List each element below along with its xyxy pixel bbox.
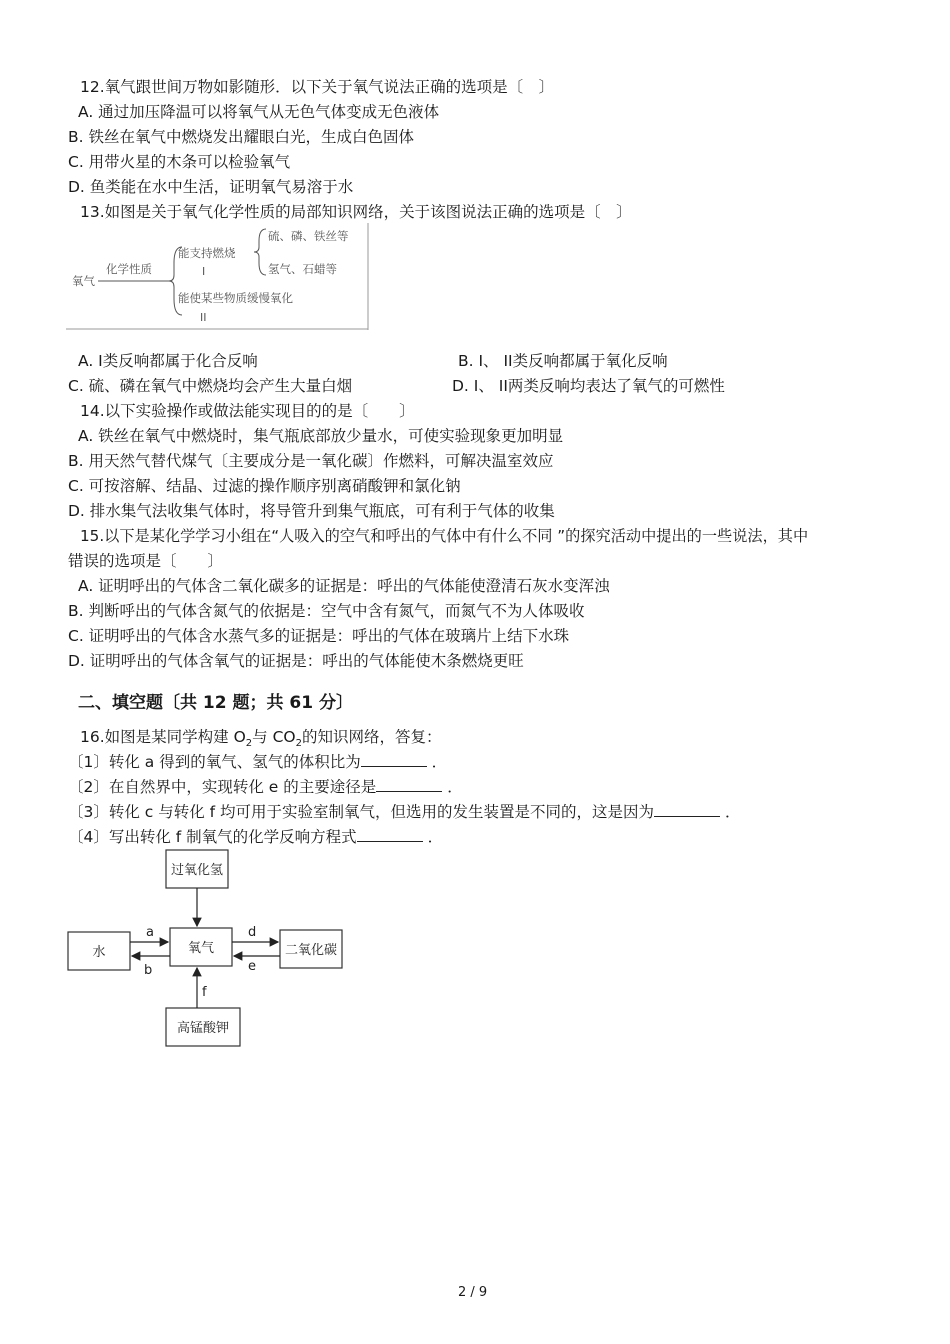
q16-fig-label-a: a bbox=[146, 925, 154, 940]
q13-option-b: B. I、 II类反响都属于氧化反响 bbox=[458, 352, 668, 370]
q15-option-a: A. 证明呼出的气体含二氧化碳多的证据是：呼出的气体能使澄清石灰水变浑浊 bbox=[78, 577, 610, 595]
q13-fig-edge-label: 化学性质 bbox=[106, 262, 152, 276]
q12-stem: 12.氧气跟世间万物如影随形．以下关于氧气说法正确的选项是〔 〕 bbox=[80, 78, 555, 96]
q13-stem: 13.如图是关于氧气化学性质的局部知识网络，关于该图说法正确的选项是〔 〕 bbox=[80, 203, 632, 221]
q16-part4-answer-blank[interactable] bbox=[357, 827, 423, 842]
q13-option-c: C. 硫、磷在氧气中燃烧均会产生大量白烟 bbox=[68, 377, 353, 395]
q15-stem-line1: 15.以下是某化学学习小组在“人吸入的空气和呼出的气体中有什么不同 ”的探究活动中提出的一些说法，其中 bbox=[80, 527, 809, 545]
q13-knowledge-network-figure bbox=[66, 223, 370, 332]
q13-fig-leaf1: 硫、磷、铁丝等 bbox=[268, 229, 349, 243]
q14-option-d: D. 排水集气法收集气体时，将导管升到集气瓶底，可有利于气体的收集 bbox=[68, 502, 555, 520]
q15-option-b: B. 判断呼出的气体含氮气的依据是：空气中含有氮气，而氮气不为人体吸收 bbox=[68, 602, 585, 620]
page-number: 2 / 9 bbox=[458, 1285, 488, 1300]
q16-stem: 16.如图是某同学构建 $O_2$与 $CO_2$的知识网络，答复： bbox=[80, 728, 442, 750]
q16-part4: 〔4〕写出转化 f 制氧气的化学反响方程式 ． bbox=[68, 828, 444, 846]
q14-option-c: C. 可按溶解、结晶、过滤的操作顺序别离硝酸钾和氯化钠 bbox=[68, 477, 461, 495]
q13-fig-branch1-num: I bbox=[202, 265, 206, 278]
q12-option-b: B. 铁丝在氧气中燃烧发出耀眼白光，生成白色固体 bbox=[68, 128, 414, 146]
q16-fig-label-potassium-permanganate: 高锰酸钾 bbox=[176, 1021, 230, 1036]
q13-option-a: A. I类反响都属于化合反响 bbox=[78, 352, 258, 370]
q16-part1-answer-blank[interactable] bbox=[361, 752, 427, 767]
q13-option-d: D. I、 II两类反响均表达了氧气的可燃性 bbox=[452, 377, 725, 395]
q14-stem: 14.以下实验操作或做法能实现目的的是〔 〕 bbox=[80, 402, 415, 420]
q15-option-c: C. 证明呼出的气体含水蒸气多的证据是：呼出的气体在玻璃片上结下水珠 bbox=[68, 627, 570, 645]
q16-part3: 〔3〕转化 c 与转化 f 均可用于实验室制氧气，但选用的发生装置是不同的，这是因为 ． bbox=[68, 803, 741, 821]
q13-fig-branch1: 能支持燃烧 bbox=[178, 246, 236, 260]
q16-fig-label-e: e bbox=[248, 959, 256, 974]
q16-fig-label-d: d bbox=[248, 925, 257, 940]
q16-fig-label-water: 水 bbox=[92, 945, 106, 960]
q15-option-d: D. 证明呼出的气体含氧气的证据是：呼出的气体能使木条燃烧更旺 bbox=[68, 652, 524, 670]
q15-stem-line2: 错误的选项是〔 〕 bbox=[68, 552, 224, 570]
q13-fig-branch2: 能使某些物质缓慢氧化 bbox=[178, 291, 293, 305]
q16-fig-label-oxygen: 氧气 bbox=[187, 941, 215, 956]
q16-fig-label-hydrogen-peroxide: 过氧化氢 bbox=[170, 863, 224, 878]
q16-fig-label-b: b bbox=[144, 963, 153, 978]
section-heading-fill-blank: 二、填空题〔共 12 题；共 61 分〕 bbox=[78, 693, 353, 713]
q14-option-b: B. 用天然气替代煤气〔主要成分是一氧化碳〕作燃料，可解决温室效应 bbox=[68, 452, 554, 470]
q14-option-a: A. 铁丝在氧气中燃烧时，集气瓶底部放少量水，可使实验现象更加明显 bbox=[78, 427, 564, 445]
q12-option-d: D. 鱼类能在水中生活，证明氧气易溶于水 bbox=[68, 178, 354, 196]
q12-option-c: C. 用带火星的木条可以检验氧气 bbox=[68, 153, 291, 171]
q16-part2-answer-blank[interactable] bbox=[376, 777, 442, 792]
q16-part1: 〔1〕转化 a 得到的氧气、氢气的体积比为 ． bbox=[68, 753, 448, 771]
q16-fig-label-f: f bbox=[202, 985, 207, 1000]
q16-part2: 〔2〕在自然界中，实现转化 e 的主要途径是 ． bbox=[68, 778, 463, 796]
q16-conversion-network-figure bbox=[60, 848, 360, 1053]
q12-option-a: A. 通过加压降温可以将氧气从无色气体变成无色液体 bbox=[78, 103, 440, 121]
q13-fig-leaf2: 氢气、石蜡等 bbox=[268, 262, 337, 276]
q16-fig-label-carbon-dioxide: 二氧化碳 bbox=[284, 943, 338, 958]
q13-fig-branch2-num: II bbox=[200, 311, 207, 324]
q16-part3-answer-blank[interactable] bbox=[654, 802, 720, 817]
q13-fig-root: 氧气 bbox=[72, 274, 95, 288]
